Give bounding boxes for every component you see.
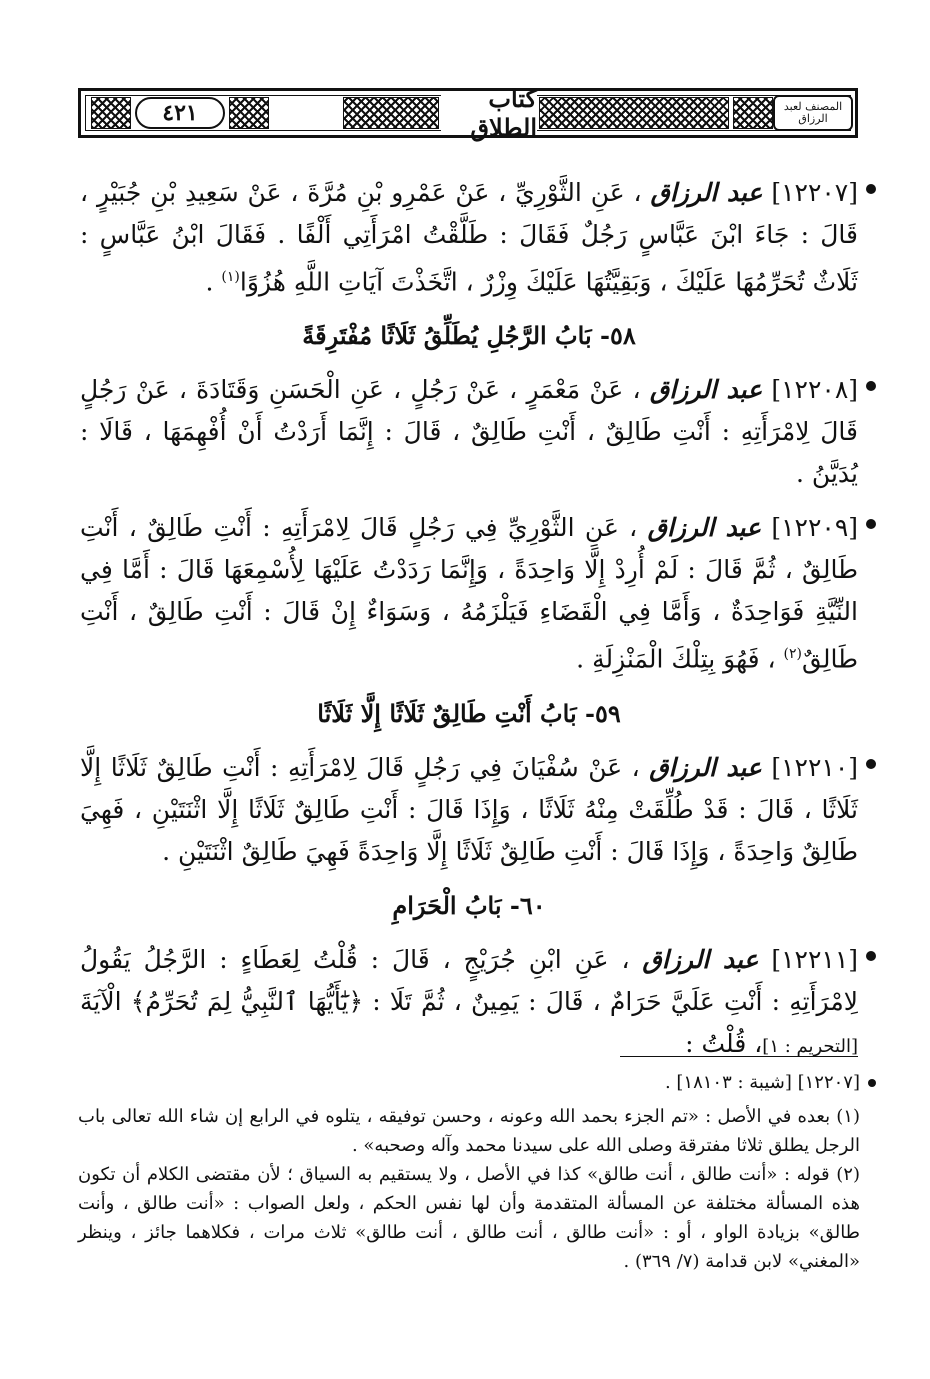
page-header [78, 84, 858, 142]
bullet-icon [866, 759, 876, 769]
hadith-12211 [80, 939, 858, 1068]
footnotes [78, 1068, 860, 1276]
bullet-icon [866, 184, 876, 194]
hadith-text: ، عَنِ ابْنِ جُرَيْجٍ ، قَالَ : قُلْتُ لِعَطَاءٍ : الرَّجُلُ يَقُولُ لِامْرَأَتِهِ : أَنْتِ عَلَيَّ حَرَامٌ ، قَالَ : يَمِينٌ ، ثُمَّ تَلَا : ﴿يَٰٓأَيُّهَا ٱلنَّبِيُّ لِمَ تُحَرِّمُ﴾ الْآيَةَ [80, 944, 858, 1016]
footnote-source-text: [١٢٢٠٧] [شيبة : ١٨١٠٣] . [664, 1072, 860, 1093]
footnote-1: (١) بعده في الأصل : «تم الجزء بحمد الله وعونه ، وحسن توفيقه ، يتلوه في الرابع إن شاء الله تعالى باب الرجل يطلق ثلاثا مفترقة وصلى الله على سيدنا محمد وآله وصحبه» . [78, 1106, 860, 1156]
hadith-12209 [80, 507, 858, 680]
quran-citation: [التحريم : ١] [762, 1035, 858, 1057]
book-logo: المصنف لعبد الرزاق [773, 95, 853, 131]
ornament-icon [229, 97, 269, 129]
book-title: كتاب الطلاق [441, 93, 537, 133]
footnote-separator [620, 1056, 858, 1057]
ornament-icon [733, 97, 773, 129]
ornament-icon [91, 97, 131, 129]
bullet-icon [866, 519, 876, 529]
hadith-author: عبد الرزاق [649, 375, 763, 405]
hadith-text: ، عَنْ سُفْيَانَ فِي رَجُلٍ قَالَ لِامْرَأَتِهِ : أَنْتِ طَالِقٌ ثَلَاثًا إِلَّا ثَلَاثًا ، قَالَ : قَدْ طُلِّقَتْ مِنْهُ ثَلَاثًا ، وَإِذَا قَالَ : أَنْتِ طَالِقٌ ثَلَاثًا إِلَّا اثْنَتَيْنِ ، فَهِيَ طَالِقٌ وَاحِدَةً ، وَإِذَا قَالَ : أَنْتِ طَالِقٌ ثَلَاثًا إِلَّا وَاحِدَةً فَهِيَ طَالِقٌ اثْنَتَيْنِ . [80, 752, 858, 866]
ornament-icon [343, 97, 439, 129]
hadith-tail: ، قُلْتُ : [685, 1028, 763, 1058]
footnote-2: (٢) قوله : «أنت طالق ، أنت طالق» كذا في الأصل ، ولا يستقيم به السياق ؛ لأن مقتضى الكلام أن تكون هذه المسألة مختلفة عن المسألة المتقدمة وأن لها نفس الحكم ، ولعل الصواب : «أنت طالق ، وأنت طالق» بزيادة الواو ، أو : «أنت طالق ، أنت طالق ، أنت طالق» ثلاث مرات ، فكلاهما جائز ، وينظر «المغني» لابن قدامة (٧/ ٣٦٩) . [78, 1164, 860, 1272]
ornament-icon [539, 97, 729, 129]
hadith-tail: . [205, 267, 222, 297]
hadith-number: [١٢٢٠٨] [771, 375, 859, 405]
hadith-author: عبد الرزاق [642, 944, 759, 974]
hadith-author: عبد الرزاق [650, 178, 763, 207]
footnote-ref: (٢) [783, 646, 803, 663]
hadith-12210 [80, 747, 858, 873]
hadith-text: ، عَنِ الثَّوْرِيِّ فِي رَجُلٍ قَالَ لِامْرَأَتِهِ : أَنْتِ طَالِقٌ ، أَنْتِ طَالِقٌ ، ثُمَّ قَالَ : لَمْ أُرِدْ إِلَّا وَاحِدَةً ، وَإِنَّمَا رَدَدْتُ عَلَيْهَا لِأُسْمِعَهَا قَالَ : أَمَّا فِي النِّيَّةِ فَوَاحِدَةٌ ، وَأَمَّا فِي الْقَضَاءِ فَيَلْزَمُهُ ، وَسَوَاءٌ إِنْ قَالَ : أَنْتِ طَالِقٌ ، أَنْتِ طَالِقٌ [80, 513, 858, 674]
hadith-12207 [80, 172, 858, 303]
hadith-number: [١٢٢١١] [771, 944, 859, 974]
hadith-text: ، عَنْ مَعْمَرٍ ، عَنْ رَجُلٍ ، عَنِ الْحَسَنِ وَقَتَادَةَ ، عَنْ رَجُلٍ قَالَ لِامْرَأَتِهِ : أَنْتِ طَالِقٌ ، أَنْتِ طَالِقٌ ، قَالَ : إِنَّمَا أَرَدْتُ أَنْ أُفْهِمَهَا ، قَالَا : يُدَيَّنُ . [80, 375, 858, 489]
chapter-heading-60: ٦٠- بَابُ الْحَرَامِ [392, 890, 546, 920]
footnote-ref: (١) [221, 269, 240, 285]
bullet-icon [866, 381, 876, 391]
bullet-icon [868, 1079, 876, 1087]
chapter-heading-59: ٥٩- بَابُ أَنْتِ طَالِقٌ ثَلَاثًا إِلَّا ثَلَاثًا [317, 698, 621, 728]
page-number: ٤٢١ [135, 97, 225, 129]
hadith-number: [١٢٢١٠] [771, 752, 859, 782]
footnote-source [78, 1068, 860, 1098]
chapter-heading-58: ٥٨- بَابُ الرَّجُلِ يُطَلِّقُ ثَلَاثًا مُفْتَرِقَةً [302, 321, 636, 351]
hadith-tail: ، فَهُوَ بِتِلْكَ الْمَنْزِلَةِ . [576, 644, 784, 674]
hadith-number: [١٢٢٠٩] [771, 513, 859, 543]
hadith-author: عبد الرزاق [647, 513, 762, 543]
hadith-text: ، عَنِ الثَّوْرِيِّ ، عَنْ عَمْرِو بْنِ مُرَّةَ ، عَنْ سَعِيدِ بْنِ جُبَيْرٍ ، قَالَ : جَاءَ ابْنَ عَبَّاسٍ رَجُلٌ فَقَالَ : طَلَّقْتُ امْرَأَتِي أَلْفًا . فَقَالَ ابْنُ عَبَّاسٍ : ثَلَاثٌ تُحَرِّمُهَا عَلَيْكَ ، وَبَقِيَّتُهَا عَلَيْكَ وِزْرٌ ، اتَّخَذْتَ آيَاتِ اللَّهِ هُزُوًا [80, 178, 858, 297]
hadith-number: [١٢٢٠٧] [771, 178, 858, 207]
main-text [80, 172, 858, 1080]
hadith-author: عبد الرزاق [649, 752, 762, 782]
bullet-icon [866, 951, 876, 961]
hadith-12208 [80, 369, 858, 495]
